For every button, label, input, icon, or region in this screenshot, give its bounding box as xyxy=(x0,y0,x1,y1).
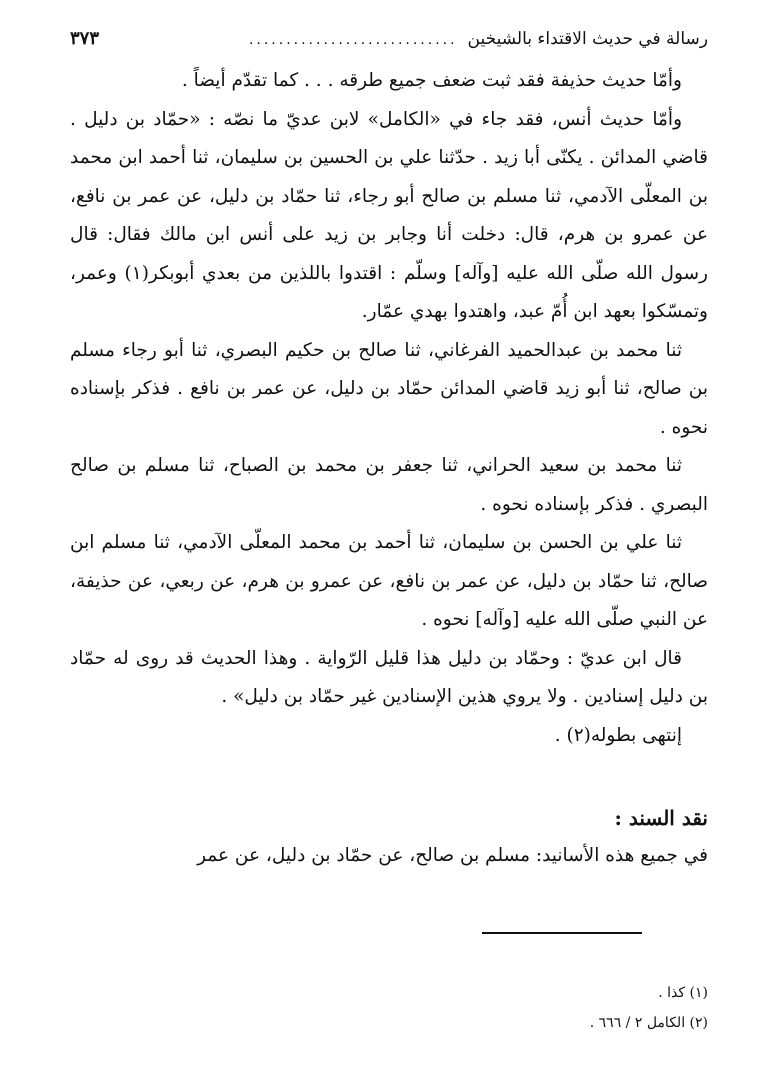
page-number: ٣٧٣ xyxy=(70,28,100,49)
paragraph-fourth-chain: ثنا علي بن الحسن بن سليمان، ثنا أحمد بن محمد المعلّى الآدمي، ثنا مسلم ابن صالح، ثنا حمّاد بن دليل، عن عمر بن نافع، عن عمرو بن هرم، عن ربعي، عن حذيفة، عن النبي صلّى الله عليه [وآله] نحوه . xyxy=(70,532,708,630)
paragraph-end-quote: إنتهى بطوله(٢) . xyxy=(554,724,682,746)
running-header xyxy=(70,28,708,62)
section-heading: نقد السند : xyxy=(614,806,708,830)
header-dot-leader: ............................ xyxy=(248,32,458,48)
paragraph-second-chain: ثنا محمد بن عبدالحميد الفرغاني، ثنا صالح بن حكيم البصري، ثنا أبو رجاء مسلم بن صالح، ثنا أبو زيد قاضي المدائن حمّاد بن دليل، عن عمر بن نافع . فذكر بإسناده نحوه . xyxy=(70,339,708,438)
paragraph-hudhayfa: وأمّا حديث حذيفة فقد ثبت ضعف جميع طرقه . . . كما تقدّم أيضاً . xyxy=(181,70,682,91)
footnote-separator-rule xyxy=(482,932,642,934)
paragraph-third-chain: ثنا محمد بن سعيد الحراني، ثنا جعفر بن محمد بن الصباح، ثنا مسلم بن صالح البصري . فذكر بإسناده نحوه . xyxy=(70,455,708,515)
section-first-line: في جميع هذه الأسانيد: مسلم بن صالح، عن حمّاد بن دليل، عن عمر xyxy=(197,845,708,866)
footnote-2: (٢) الكامل ٢ / ٦٦٦ . xyxy=(589,1015,708,1031)
paragraph-anas-hadith: وأمّا حديث أنس، فقد جاء في «الكامل» لابن عديّ ما نصّه : «حمّاد بن دليل . قاضي المدائن . يكنّى أبا زيد . حدّثنا علي بن الحسين بن سليمان، ثنا أحمد ابن محمد بن المعلّى الآدمي، ثنا مسلم بن صالح أبو رجاء، ثنا حمّاد بن دليل، عن عمر بن نافع، عن عمرو بن هرم، قال: دخلت أنا وجابر بن زيد على أنس ابن مالك فقال: قال رسول الله صلّى الله عليه [وآله] وسلّم : اقتدوا باللذين من بعدي أبوبكر(١) وعمر، وتمسّكوا بعهد ابن أُمّ عبد، واهتدوا بهدي عمّار. xyxy=(70,108,708,322)
running-title: رسالة في حديث الاقتداء بالشيخين xyxy=(467,29,708,49)
footnote-1: (١) كذا . xyxy=(658,985,708,1001)
book-page xyxy=(70,28,708,1068)
footnotes xyxy=(70,978,708,1038)
paragraph-ibn-adi-comment: قال ابن عديّ : وحمّاد بن دليل هذا قليل الرّواية . وهذا الحديث قد روى له حمّاد بن دليل إسنادين . ولا يروي هذين الإسنادين غير حمّاد بن دليل» . xyxy=(70,647,708,707)
